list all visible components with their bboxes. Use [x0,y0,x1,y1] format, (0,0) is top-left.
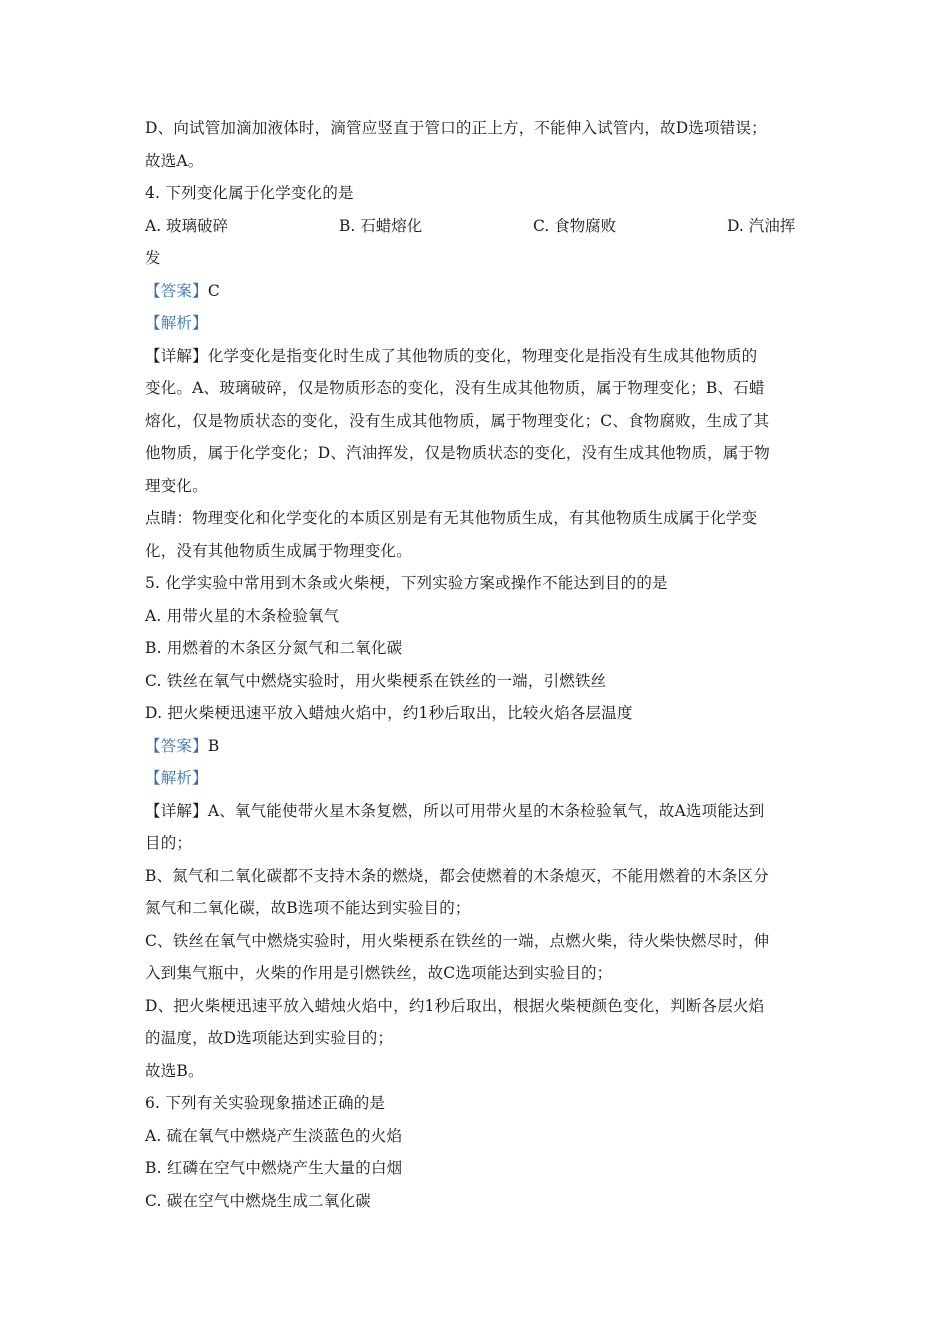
option-c: C. 碳在空气中燃烧生成二氧化碳 [145,1191,371,1210]
detail-line: 熔化，仅是物质状态的变化，没有生成其他物质，属于物理变化；C、食物腐败，生成了其 [145,411,770,430]
note-line: 化，没有其他物质生成属于物理变化。 [145,541,412,560]
option-a: A. 玻璃破碎 [145,216,229,235]
detail-tag: 【详解】 [145,346,208,365]
option-c: C. 铁丝在氧气中燃烧实验时，用火柴梗系在铁丝的一端，引燃铁丝 [145,671,607,690]
note-line: 点睛：物理变化和化学变化的本质区别是有无其他物质生成，有其他物质生成属于化学变 [145,509,758,527]
analysis-tag: 【解析】 [145,314,208,332]
option-a: A. 硫在氧气中燃烧产生淡蓝色的火焰 [145,1126,403,1145]
analysis-tag: 【解析】 [145,769,208,787]
text-line: D、向试管加滴加液体时，滴管应竖直于管口的正上方，不能伸入试管内，故D选项错误； [145,119,767,137]
detail-line: 变化。A、玻璃破碎，仅是物质形态的变化，没有生成其他物质，属于物理变化；B、石蜡 [145,379,765,397]
detail-line: 理变化。 [145,476,208,495]
option-b: B. 石蜡熔化 [339,216,423,235]
detail-line: 故选B。 [145,1061,204,1080]
detail-line: 氮气和二氧化碳，故B选项不能达到实验目的； [145,899,471,917]
question-5-stem: 5. 化学实验中常用到木条或火柴梗，下列实验方案或操作不能达到目的的是 [145,574,668,592]
option-d-wrap: 发 [145,249,161,267]
detail-line [145,340,810,373]
question-4-options [145,210,810,243]
option-c: C. 食物腐败 [533,216,617,235]
option-d: D. 汽油挥 [727,216,796,235]
detail-text: A、氧气能使带火星木条复燃，所以可用带火星的木条检验氧气，故A选项能达到 [207,801,765,820]
question-6-stem: 6. 下列有关实验现象描述正确的是 [145,1094,386,1112]
option-a: A. 用带火星的木条检验氧气 [145,606,340,625]
detail-line: B、氮气和二氧化碳都不支持木条的燃烧，都会使燃着的木条熄灭，不能用燃着的木条区分 [145,866,769,885]
detail-line: D、把火柴梗迅速平放入蜡烛火焰中，约1秒后取出，根据火柴梗颜色变化，判断各层火焰 [145,996,765,1015]
detail-line [145,795,810,828]
detail-line: 他物质，属于化学变化；D、汽油挥发，仅是物质状态的变化，没有生成其他物质，属于物 [145,444,770,462]
answer-tag: 【答案】 [145,281,208,300]
detail-line: 入到集气瓶中，火柴的作用是引燃铁丝，故C选项能达到实验目的； [145,964,613,982]
option-d: D. 把火柴梗迅速平放入蜡烛火焰中，约1秒后取出，比较火焰各层温度 [145,704,633,722]
question-5-answer [145,730,810,763]
answer-tag: 【答案】 [145,736,208,755]
option-b: B. 用燃着的木条区分氮气和二氧化碳 [145,639,403,657]
detail-line: C、铁丝在氧气中燃烧实验时，用火柴梗系在铁丝的一端，点燃火柴，待火柴快燃尽时，伸 [145,931,770,950]
answer-value: B [207,736,220,755]
question-4-answer [145,275,810,308]
answer-value: C [207,281,220,300]
text-line: 故选A。 [145,151,204,170]
option-b: B. 红磷在空气中燃烧产生大量的白烟 [145,1159,403,1177]
detail-line: 的温度，故D选项能达到实验目的； [145,1029,394,1047]
detail-text: 化学变化是指变化时生成了其他物质的变化，物理变化是指没有生成其他物质的 [207,346,758,365]
question-4-stem: 4. 下列变化属于化学变化的是 [145,184,354,202]
detail-tag: 【详解】 [145,801,208,820]
detail-line: 目的； [145,834,193,852]
document-page [145,112,810,1217]
